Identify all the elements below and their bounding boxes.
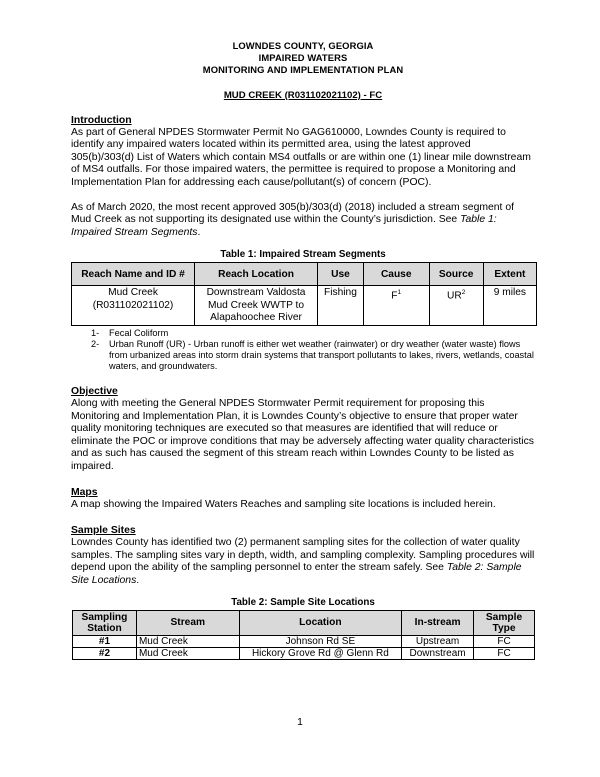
header-line: Station — [87, 622, 122, 634]
table2-reference: Table 2: Sample Site Locations — [71, 562, 522, 586]
station-cell: #2 — [73, 647, 137, 659]
document-page — [71, 40, 535, 660]
sample-sites-heading: Sample Sites — [71, 525, 136, 537]
stream-cell: Mud Creek — [136, 647, 239, 659]
table2-caption: Table 2: Sample Site Locations — [231, 596, 375, 608]
station-cell: #1 — [73, 635, 137, 647]
location-cell: Johnson Rd SE — [239, 635, 401, 647]
sample-sites-text: Lowndes County has identified two (2) permanent sampling sites for the collection of water quality samples. The sampling sites vary in depth, width, and sampling complexity. Sampling procedures will depend upon the ability of the sampling personnel to enter the stream safely. See — [71, 537, 535, 574]
sample-sites-paragraph — [71, 537, 535, 587]
impaired-stream-segments-table — [71, 262, 537, 326]
header-plan: MONITORING AND IMPLEMENTATION PLAN — [202, 64, 404, 75]
footnote-text: Fecal Coliform — [109, 328, 169, 339]
footnote-item — [91, 328, 535, 339]
table1-header-reach-name: Reach Name and ID # — [72, 263, 195, 286]
table2-header-row — [73, 610, 535, 635]
footnote-text: Urban Runoff (UR) - Urban runoff is either wet weather (rainwater) or dry weather (water waste) flows from urbanized areas into storm drain systems that transport pollutants to lakes, rivers, wetlands, coastal waters, and groundwaters. — [109, 339, 534, 372]
table1-header-use: Use — [318, 263, 364, 286]
page-number: 1 — [297, 717, 303, 728]
sample-site-locations-table — [72, 610, 535, 660]
table1-header-cause: Cause — [363, 263, 429, 286]
table1-cell-cause — [363, 286, 429, 326]
introduction-paragraph-2-text: As of March 2020, the most recent approved 305(b)/303(d) (2018) included a stream segment of Mud Creek as not supporting its designated use within the County’s jurisdiction. See — [71, 202, 514, 226]
table1-cell-extent: 9 miles — [483, 286, 536, 326]
header-subject: IMPAIRED WATERS — [258, 52, 348, 63]
cause-value: F — [391, 290, 398, 302]
stream-cell: Mud Creek — [136, 635, 239, 647]
location-cell: Hickory Grove Rd @ Glenn Rd — [239, 647, 401, 659]
objective-heading: Objective — [71, 386, 118, 398]
table-row — [73, 647, 535, 659]
cause-footnote-marker: 1 — [397, 289, 402, 297]
table2-header-instream: In-stream — [402, 610, 474, 635]
table1-cell-reach-location — [195, 286, 318, 326]
footnote-number: 2- — [91, 339, 100, 350]
introduction-heading: Introduction — [71, 115, 132, 126]
table1-header-reach-location: Reach Location — [195, 263, 318, 286]
document-header — [71, 40, 535, 76]
introduction-paragraph-1: As part of General NPDES Stormwater Permit No GAG610000, Lowndes County is required to identify any impaired waters located within its permitted area, using the latest approved 305(b)/303(d) List of Waters which contain MS4 outfalls or are within one (1) linear mile downstream of MS4 outfalls. For those impaired waters, the permittee is required to propose a Monitoring and Implementation Plan for addressing each cause/pollutant(s) of concern (POC). — [71, 127, 531, 188]
footnote-number: 1- — [91, 328, 100, 339]
maps-heading: Maps — [71, 486, 98, 498]
sample-type-cell: FC — [474, 635, 535, 647]
table1-header-source: Source — [429, 263, 483, 286]
table1-header-row — [72, 263, 537, 286]
table-row — [72, 286, 537, 326]
footnote-item — [91, 339, 535, 372]
header-line: Sampling — [81, 611, 128, 623]
instream-cell: Upstream — [402, 635, 474, 647]
source-footnote-marker: 2 — [461, 289, 466, 297]
introduction-paragraph-2 — [71, 202, 535, 239]
table2-header-station — [73, 610, 137, 635]
reach-location-line: Mud Creek WWTP to — [208, 299, 305, 311]
table1-cell-reach-name — [72, 286, 195, 326]
sample-type-cell: FC — [474, 647, 535, 659]
instream-cell: Downstream — [402, 647, 474, 659]
table1-cell-source — [429, 286, 483, 326]
header-line: Sample — [485, 611, 523, 623]
source-value: UR — [446, 290, 462, 302]
reach-id: (R031102021102) — [92, 299, 174, 311]
reach-location-line: Downstream Valdosta — [206, 287, 306, 299]
table-row — [73, 635, 535, 647]
header-county: LOWNDES COUNTY, GEORGIA — [232, 40, 374, 51]
table2-header-stream: Stream — [136, 610, 239, 635]
table1-footnotes — [91, 328, 535, 372]
table1-header-extent: Extent — [483, 263, 536, 286]
table1-cell-use: Fishing — [318, 286, 364, 326]
maps-paragraph: A map showing the Impaired Waters Reaches and sampling site locations is included herein. — [71, 498, 496, 510]
table1-caption: Table 1: Impaired Stream Segments — [220, 249, 386, 261]
reach-location-line: Alapahoochee River — [210, 312, 302, 324]
reach-name: Mud Creek — [108, 287, 158, 299]
objective-paragraph: Along with meeting the General NPDES Stormwater Permit requirement for proposing this Monitoring and Implementation Plan, it is Lowndes County’s objective to ensure that proper water quality monitoring techniques are executed so that measures are identified that will reduce or eliminate the POC or improve conditions that may be adversely affecting water quality characteristics and as such has caused the segment of this stream reach within Lowndes County to be listed as impaired. — [71, 398, 534, 472]
header-line: Type — [492, 622, 516, 634]
document-title: MUD CREEK (R031102021102) - FC — [223, 90, 383, 101]
introduction-paragraph-2-end: . — [197, 226, 201, 238]
table1-reference: Table 1: Impaired Stream Segments — [71, 214, 497, 238]
table2-header-type — [474, 610, 535, 635]
sample-sites-end: . — [136, 574, 140, 586]
table2-header-location: Location — [239, 610, 401, 635]
